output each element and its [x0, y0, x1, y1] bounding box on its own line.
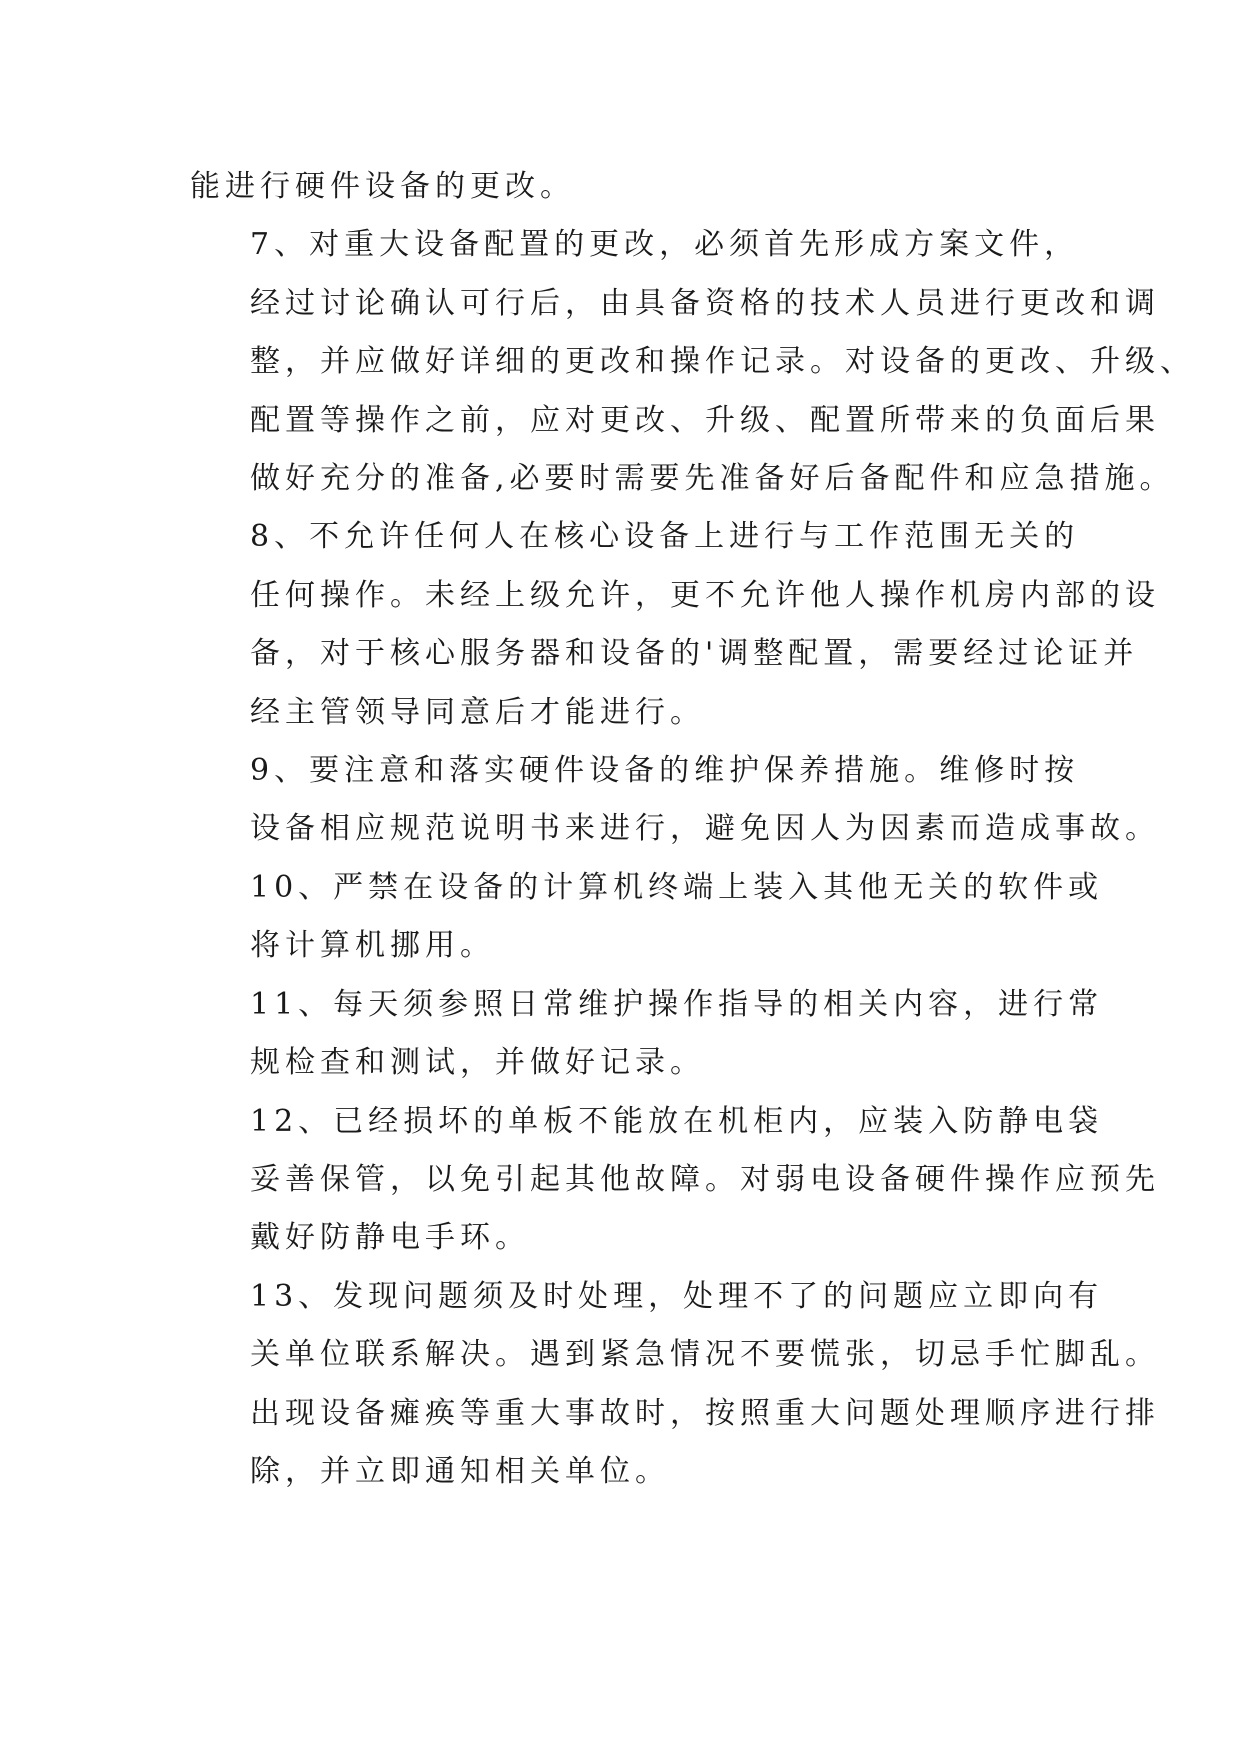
text-line: 经过讨论确认可行后，由具备资格的技术人员进行更改和调	[250, 285, 1160, 321]
paragraph-item-12	[190, 1093, 1160, 1268]
paragraph-item-11	[190, 976, 1104, 1093]
paragraph-item-10	[190, 859, 1104, 976]
text-line: 8、不允许任何人在核心设备上进行与工作范围无关的	[250, 519, 1080, 555]
text-line: 做好充分的准备,必要时需要先准备好后备配件和应急措施。	[250, 461, 1175, 497]
paragraph-item-8	[190, 508, 1160, 742]
text-line: 除，并立即通知相关单位。	[250, 1453, 670, 1489]
text-line: 13、发现问题须及时处理，处理不了的问题应立即向有	[250, 1278, 1104, 1314]
text-line: 出现设备瘫痪等重大事故时，按照重大问题处理顺序进行排	[250, 1395, 1160, 1431]
text-line: 经主管领导同意后才能进行。	[250, 694, 705, 730]
text-line: 规检查和测试，并做好记录。	[250, 1045, 705, 1081]
paragraph-item-9	[190, 742, 1160, 859]
text-line: 9、要注意和落实硬件设备的维护保养措施。维修时按	[250, 753, 1080, 789]
text-line: 10、严禁在设备的计算机终端上装入其他无关的软件或	[250, 869, 1104, 905]
text-line: 备，对于核心服务器和设备的'调整配置，需要经过论证并	[250, 636, 1139, 672]
paragraph-item-7	[190, 216, 1195, 508]
text-line: 整，并应做好详细的更改和操作记录。对设备的更改、升级、	[250, 344, 1195, 380]
text-line: 关单位联系解决。遇到紧急情况不要慌张，切忌手忙脚乱。	[250, 1337, 1160, 1373]
document-body	[190, 158, 1195, 1501]
text-line: 任何操作。未经上级允许，更不允许他人操作机房内部的设	[250, 577, 1160, 613]
text-line: 设备相应规范说明书来进行，避免因人为因素而造成事故。	[250, 811, 1160, 847]
text-line: 将计算机挪用。	[250, 928, 495, 964]
text-line: 戴好防静电手环。	[250, 1220, 530, 1256]
text-line: 妥善保管，以免引起其他故障。对弱电设备硬件操作应预先	[250, 1161, 1160, 1197]
paragraph-continuation	[190, 158, 1050, 216]
text-line: 7、对重大设备配置的更改，必须首先形成方案文件，	[250, 227, 1080, 263]
text-line: 能进行硬件设备的更改。	[190, 169, 575, 204]
text-line: 配置等操作之前，应对更改、升级、配置所带来的负面后果	[250, 402, 1160, 438]
text-line: 12、已经损坏的单板不能放在机柜内，应装入防静电袋	[250, 1103, 1104, 1139]
text-line: 11、每天须参照日常维护操作指导的相关内容，进行常	[250, 986, 1104, 1022]
paragraph-item-13	[190, 1268, 1160, 1502]
